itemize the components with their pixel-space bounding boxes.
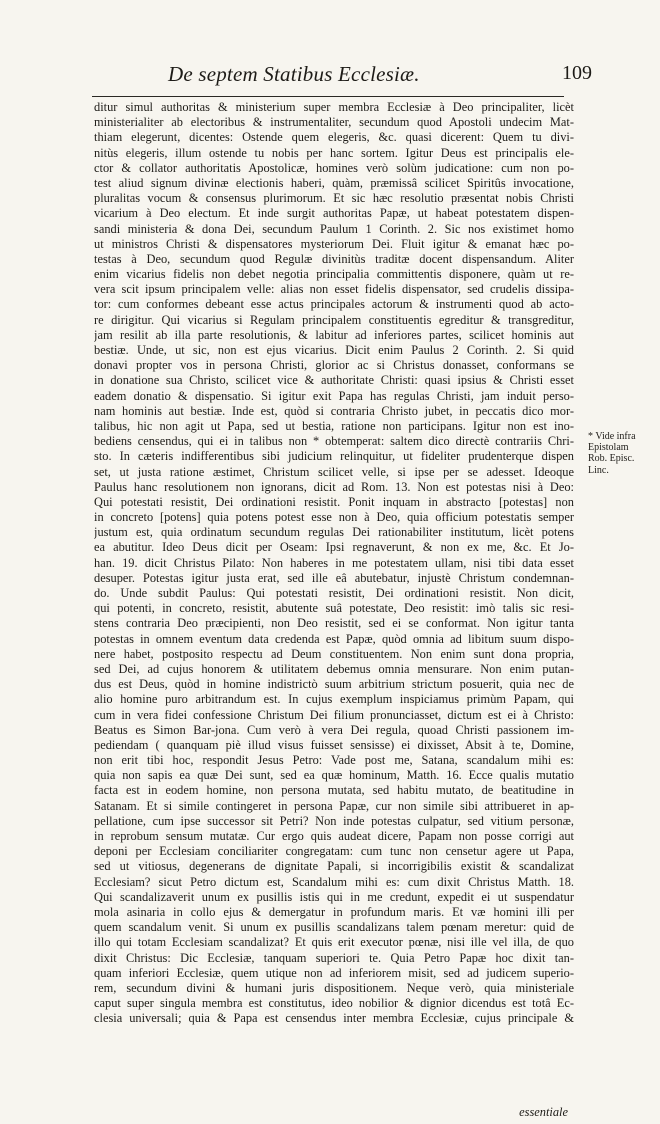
text-line: testas à Deo, secundum quod Regulæ divinitùs traditæ docent dispensandum. Aliter — [94, 251, 574, 266]
text-line: caput super singula membra est constitutus, ideo nobilior & dignior dicendus est totâ Ec- — [94, 996, 574, 1011]
main-text — [94, 100, 574, 1119]
text-line: illo qui totam Ecclesiam scandalizat? Et quis erit executor pœnæ, nisi ille vel illa, de quo — [94, 935, 574, 950]
text-line: quem scandalum venit. Si unum ex pusillis scandalizans talem pœnam meretur: quid de — [94, 920, 574, 935]
margin-note-line: * Vide infra — [588, 431, 636, 442]
text-line: test aliud signum divinæ electionis haberi, quàm, præmissâ scilicet Spiritûs invocatione, — [94, 175, 574, 190]
text-line: nam hominis aut bestiæ. Inde est, quòd si contraria Christo jubet, in peccatis dico mor- — [94, 403, 574, 418]
text-line: alio homine puro arbitrandum est. In cujus exemplum inspiciamus primùm Papam, qui — [94, 692, 574, 707]
text-line: in concreto [potens] quia potens potest esse non à Deo, quia officium potestatis semper — [94, 510, 574, 525]
text-line: Satanam. Et si simile contingeret in persona Papæ, cur non simile sibi attribueret in ap- — [94, 798, 574, 813]
text-line: dixit Christus: Dic Ecclesiæ, tanquam superiori te. Quia Petro Papæ hoc dixit tan- — [94, 950, 574, 965]
header-rule — [92, 96, 564, 97]
text-line: deponi per Ecclesiam conciliariter congregatam: cum tunc non censetur agere ut Papa, — [94, 844, 574, 859]
page-number: 109 — [562, 62, 592, 84]
margin-note — [588, 431, 654, 476]
text-line: pluralitas vocum & consensus plurimorum. Et sic hæc resolutio præsentat nobis Christi — [94, 191, 574, 206]
text-line: re dirigitur. Qui vicarius si Regulam principalem constituentis egreditur & transgreditur, — [94, 312, 574, 327]
text-line: sed ut vitiosus, degenerans de dignitate Papali, si incorrigibilis existit & scandalizat — [94, 859, 574, 874]
text-line: ea abutitur. Ideo Deus dicit per Oseam: Ipsi regnaverunt, & non ex me, &c. Et Jo- — [94, 540, 574, 555]
text-line: donavi propter vos in persona Christi, glorior ac si Christus donasset, conformans se — [94, 358, 574, 373]
text-line: quam inferiori Ecclesiæ, quem utique non ad inferiorem misit, sed ad judicem superio- — [94, 965, 574, 980]
text-line: justum est, quia ordinatum secundum regulas Dei rationabiliter institutum, licèt potens — [94, 525, 574, 540]
text-line: clesia universali; quia & Papa est censendus inter membra Ecclesiæ, cujus principale & — [94, 1011, 574, 1026]
text-line: quia non sapis ea quæ Dei sunt, sed ea quæ hominum, Matth. 16. Ecce qualis mutatio — [94, 768, 574, 783]
text-line: rem, secundum divini & humani juris dispositionem. Neque verò, quia ministeriale — [94, 980, 574, 995]
running-title: De septem Statibus Ecclesiæ. — [168, 62, 420, 86]
text-line: ditur simul authoritas & ministerium super membra Ecclesiæ à Deo principaliter, licèt — [94, 100, 574, 114]
text-line: eadem donatio & dispensatio. Si igitur exit Papa has regulas Christi, jam induit perso- — [94, 388, 574, 403]
text-line: pediendam ( quanquam piè illud visus fuisset sensisse) ei dixisset, Absit à te, Domine, — [94, 737, 574, 752]
text-line: talibus, hic non agit ut Papa, sed ut bestia, ratione non participans. Igitur non est ino- — [94, 418, 574, 433]
text-line: vicarium à Deo electum. Et inde surgit authoritas Papæ, ut habeat potestatem dispen- — [94, 206, 574, 221]
text-line: ut ministros Christi & dispensatores mysteriorum Dei. Fluit igitur & emanat hæc po- — [94, 236, 574, 251]
text-line: in donatione sua Christo, scilicet vice & authoritate Christi: quasi ipsius & Christi esset — [94, 373, 574, 388]
text-line: ctor & collator authoritatis Apostolicæ, homines verò solùm judicatione: cum non po- — [94, 160, 574, 175]
text-line: Beatus es Simon Bar-jona. Cum verò à vera Dei regula, quoad Christi passionem im- — [94, 722, 574, 737]
text-line: potestas in omnem eventum data credenda est Papæ, quòd omnia ad libitum suum dispo- — [94, 631, 574, 646]
text-line: set, ut justa ratione æstimet, Christum scilicet velle, si ipse per se adesset. Ideoque — [94, 464, 574, 479]
text-line: do. Unde subdit Paulus: Qui potestati resistit, Dei ordinationi resistit. Non dicit, — [94, 586, 574, 600]
page-header — [0, 56, 660, 96]
text-line: Ecclesiam? sicut Petro dictum est, Scandalum mihi es: cum dixit Christus Matth. 18. — [94, 874, 574, 889]
margin-note-line: Rob. Episc. — [588, 453, 635, 465]
text-line: han. 19. dicit Christus Pilato: Non haberes in me potestatem ullam, nisi tibi data esset — [94, 555, 574, 570]
text-line: enim vicarius fidelis non debet negotia principalia committentis disponere, quàm ut re- — [94, 267, 574, 282]
text-line: non erit tibi hoc, respondit Jesus Petro: Vade post me, Satana, scandalum mihi es: — [94, 753, 574, 768]
text-line: ministerialiter ab electoribus & instrumentaliter, secundum quod Apostoli undecim Mat- — [94, 115, 574, 130]
text-line: jam resilit ab illa parte resolutionis, & labitur ad inferiores partes, scilicet hominis aut — [94, 327, 574, 342]
text-line: bediens censendus, qui ei in talibus non * obtemperat: saltem dico directè contrariis Chri- — [94, 434, 574, 449]
text-line: mola asinaria in collo ejus & demergatur in profundum maris. Et væ homini illi per — [94, 904, 574, 919]
text-line: facta est in eodem homine, non persona mutata, sed habitu mutato, de beatitudine in — [94, 783, 574, 798]
text-line: bestiæ. Unde, ut sic, non est ejus vicarius. Dicit enim Paulus 2 Corinth. 2. Si quid — [94, 343, 574, 357]
text-line: tor: cum conformes debeant esse actus principales actorum & instrumenti quod ab acto- — [94, 297, 574, 312]
catchword: essentiale — [519, 1105, 568, 1119]
text-line: Qui scandalizaverit unum ex pusillis istis qui in me credunt, expedit ei ut suspendatur — [94, 889, 574, 904]
text-line: pellatione, cum ipse successor sit Petri? Non inde potestas culpatur, sed vitium personæ, — [94, 813, 574, 828]
text-line: stens contraria Deo præcipienti, non Deo resistit, sed ei se conformat. Non igitur tanta — [94, 616, 574, 631]
text-line: dus est Deus, quòd in homine indistrictò suum arbitrium strictum posuerit, quia nec de — [94, 677, 574, 692]
text-line: cum in vera fidei confessione Christum Dei filium pronunciasset, dictum est ei à Christo: — [94, 707, 574, 722]
text-line: qui potenti, in concreto, resistit, abutente suâ potestate, Deo resistit: imò talis sic resi- — [94, 601, 574, 616]
text-line: desuper. Potestas igitur justa erat, sed ille eâ abutebatur, injustè Christum condemnan- — [94, 570, 574, 585]
text-line: in reprobum sensum mutatæ. Cur ergo quis audeat dicere, Papam non posse corrigi aut — [94, 829, 574, 843]
text-line: Qui potestati resistit, Dei ordinationi resistit. Ponit inquam in abstracto [potestas] non — [94, 494, 574, 509]
text-line: sandi ministeria & dona Dei, secundum Paulum 1 Corinth. 2. Sic nos existimet homo — [94, 221, 574, 236]
text-line: vera scit ipsum principalem velle: alias non esset fidelis dispensator, sed crudelis dissipa- — [94, 282, 574, 297]
margin-note-line: Linc. — [588, 464, 609, 476]
text-line: nere habet, postposito respectu ad Deum constituentem. Non enim sunt dona propria, — [94, 646, 574, 661]
text-line: thiam elegerunt, dicentes: Ostende quem elegeris, &c. quasi dicerent: Quem tu divi- — [94, 130, 574, 145]
margin-note-line: Epistolam — [588, 442, 629, 454]
text-line: Paulus hanc resolutionem non ignorans, dicit ad Rom. 13. Non est potestas nisi à Deo: — [94, 479, 574, 494]
text-line: sto. In cæteris indifferentibus sibi judicium relinquitur, ut fideliter prudenterque dispen — [94, 449, 574, 464]
text-line: sed Dei, ad cujus honorem & utilitatem debemus omnia mensurare. Non enim putan- — [94, 661, 574, 676]
text-line: nitùs elegeris, illum ostende tu nobis per hanc sortem. Igitur Deus est principalis ele- — [94, 145, 574, 160]
